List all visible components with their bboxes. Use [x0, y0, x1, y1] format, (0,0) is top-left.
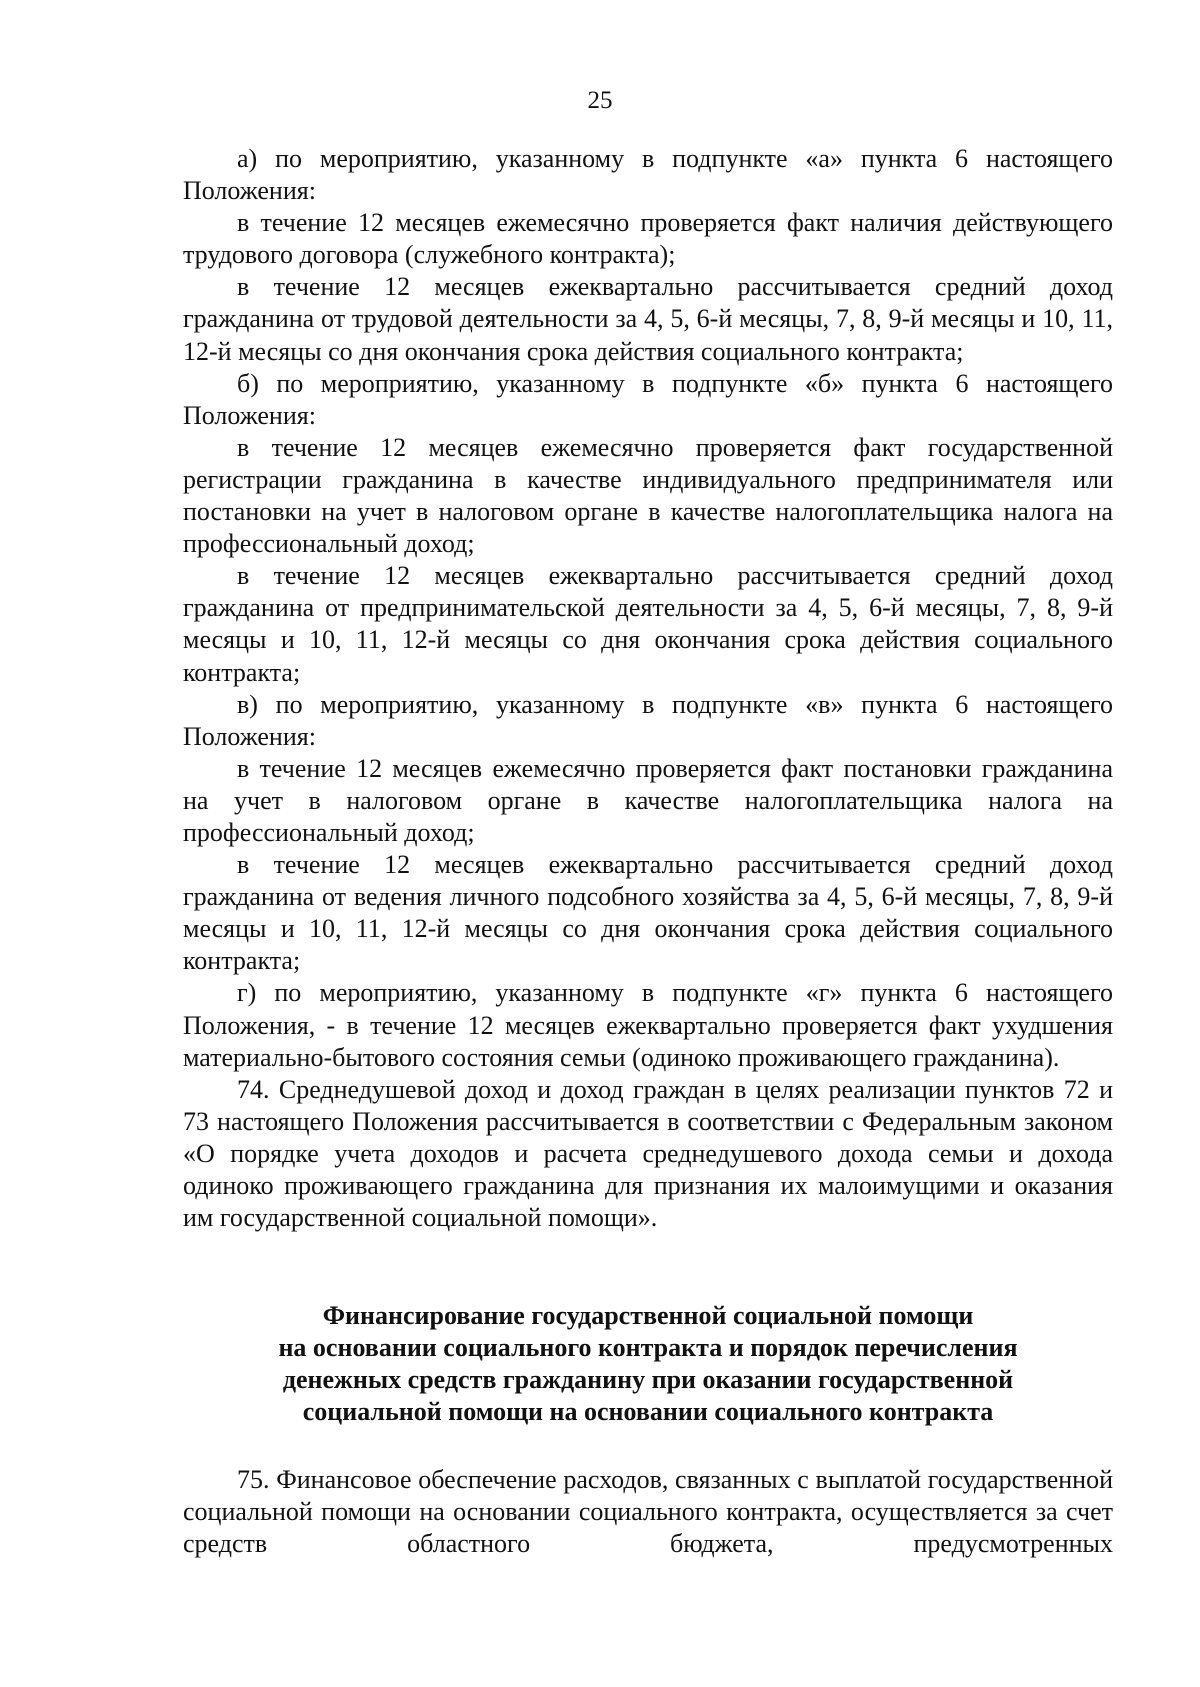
- section-heading-line: социальной помощи на основании социального контракта: [302, 1397, 994, 1426]
- paragraph-a-monthly-check: в течение 12 месяцев ежемесячно проверяется факт наличия действующего трудового договора (служебного контракта);: [183, 208, 1113, 270]
- paragraph-75: 75. Финансовое обеспечение расходов, связанных с выплатой государственной социальной помощи на основании социального контракта, осуществляется за счет средств областного бюджета, предусмотренных: [183, 1465, 1113, 1559]
- paragraph-a-quarterly-income: в течение 12 месяцев ежеквартально рассчитывается средний доход гражданина от трудовой деятельности за 4, 5, 6-й месяцы, 7, 8, 9-й месяцы и 10, 11, 12-й месяцы со дня окончания срока действия социального контракта;: [183, 272, 1113, 366]
- section-heading-line: Финансирование государственной социальной помощи: [322, 1301, 974, 1330]
- page-number: 25: [587, 87, 613, 114]
- section-heading-line: денежных средств гражданину при оказании государственной: [282, 1365, 1014, 1394]
- paragraph-74: 74. Среднедушевой доход и доход граждан в целях реализации пунктов 72 и 73 настоящего Положения рассчитывается в соответствии с Федеральным законом «О порядке учета доходов и расчета среднедушевого дохода семьи и дохода одиноко проживающего гражданина для признания их малоимущими и оказания им государственной социальной помощи».: [183, 1074, 1113, 1233]
- paragraph-g: г) по мероприятию, указанному в подпункте «г» пункта 6 настоящего Положения, - в течение 12 месяцев ежеквартально проверяется факт ухудшения материально-бытового состояния семьи (одиноко проживающего гражданина).: [183, 978, 1113, 1072]
- document-body: [183, 143, 1113, 1234]
- paragraph-v: в) по мероприятию, указанному в подпункте «в» пункта 6 настоящего Положения:: [183, 689, 1113, 751]
- paragraph-b-quarterly-income: в течение 12 месяцев ежеквартально рассчитывается средний доход гражданина от предпринимательской деятельности за 4, 5, 6-й месяцы, 7, 8, 9-й месяцы и 10, 11, 12-й месяцы со дня окончания срока действия социального контракта;: [183, 561, 1113, 687]
- paragraph-v-monthly-check: в течение 12 месяцев ежемесячно проверяется факт постановки гражданина на учет в налоговом органе в качестве налогоплательщика налога на профессиональный доход;: [183, 753, 1113, 847]
- paragraph-b-monthly-check: в течение 12 месяцев ежемесячно проверяется факт государственной регистрации гражданина в качестве индивидуального предпринимателя или постановки на учет в налоговом органе в качестве налогоплательщика налога на профессиональный доход;: [183, 432, 1113, 559]
- section-heading: [183, 1300, 1113, 1428]
- paragraph-b: б) по мероприятию, указанному в подпункте «б» пункта 6 настоящего Положения:: [183, 368, 1113, 430]
- paragraph-a: а) по мероприятию, указанному в подпункте «а» пункта 6 настоящего Положения:: [183, 144, 1113, 206]
- document-body-continued: [183, 1464, 1113, 1560]
- paragraph-v-quarterly-income: в течение 12 месяцев ежеквартально рассчитывается средний доход гражданина от ведения личного подсобного хозяйства за 4, 5, 6-й месяцы, 7, 8, 9-й месяцы и 10, 11, 12-й месяцы со дня окончания срока действия социального контракта;: [183, 850, 1113, 976]
- section-heading-line: на основании социального контракта и порядок перечисления: [278, 1333, 1018, 1362]
